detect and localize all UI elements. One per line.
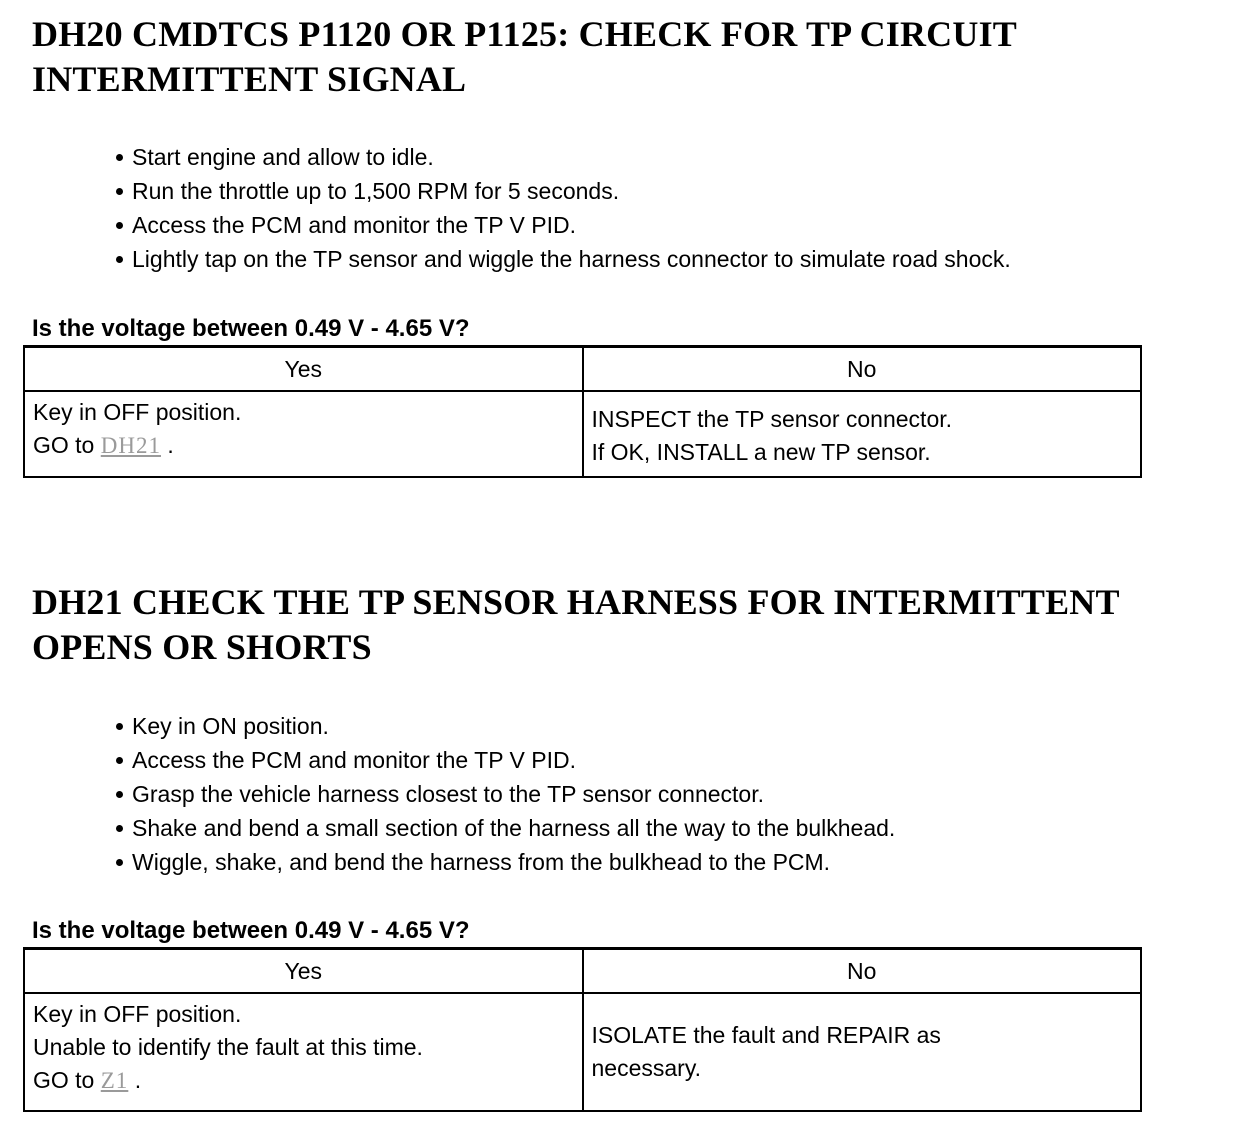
yes-cell	[24, 993, 583, 1111]
table-header-row	[24, 347, 1141, 392]
yes-line: Key in OFF position.	[33, 399, 242, 425]
bullet-icon	[116, 154, 123, 161]
list-item	[114, 743, 895, 777]
heading-line: INTERMITTENT SIGNAL	[32, 59, 467, 99]
section-heading	[32, 12, 1017, 102]
heading-line: DH20 CMDTCS P1120 OR P1125: CHECK FOR TP CIRCUIT	[32, 14, 1017, 54]
step-text: Access the PCM and monitor the TP V PID.	[132, 212, 577, 238]
table-header-row	[24, 949, 1141, 994]
no-header: No	[583, 347, 1142, 392]
list-item	[114, 777, 895, 811]
goto-prefix: GO to	[33, 1067, 95, 1093]
step-text: Access the PCM and monitor the TP V PID.	[132, 747, 577, 773]
goto-line	[33, 429, 574, 462]
no-line: necessary.	[591, 1055, 702, 1081]
decision-table	[23, 345, 1142, 478]
yes-header: Yes	[24, 347, 583, 392]
yes-cell	[24, 391, 583, 477]
bullet-icon	[116, 859, 123, 866]
question-text: Is the voltage between 0.49 V - 4.65 V?	[32, 917, 470, 944]
step-text: Key in ON position.	[132, 713, 329, 739]
heading-line: OPENS OR SHORTS	[32, 627, 372, 667]
no-header: No	[583, 949, 1142, 994]
list-item	[114, 174, 1011, 208]
yes-line: Unable to identify the fault at this time.	[33, 1034, 423, 1060]
step-text: Start engine and allow to idle.	[132, 144, 434, 170]
goto-z1-link[interactable]: Z1	[100, 1068, 129, 1093]
step-text: Wiggle, shake, and bend the harness from the bulkhead to the PCM.	[132, 849, 831, 875]
no-cell	[583, 391, 1142, 477]
bullet-icon	[116, 757, 123, 764]
list-item	[114, 709, 895, 743]
list-item	[114, 208, 1011, 242]
table-row	[24, 993, 1141, 1111]
list-item	[114, 242, 1011, 276]
step-list	[114, 709, 895, 879]
list-item	[114, 845, 895, 879]
no-line: If OK, INSTALL a new TP sensor.	[591, 439, 931, 465]
list-item	[114, 811, 895, 845]
no-line: INSPECT the TP sensor connector.	[591, 406, 953, 432]
goto-suffix: .	[167, 432, 174, 458]
bullet-icon	[116, 791, 123, 798]
yes-line: Key in OFF position.	[33, 1001, 242, 1027]
goto-line	[33, 1064, 574, 1097]
bullet-icon	[116, 188, 123, 195]
goto-dh21-link[interactable]: DH21	[100, 433, 161, 458]
step-text: Shake and bend a small section of the harness all the way to the bulkhead.	[132, 815, 896, 841]
step-text: Lightly tap on the TP sensor and wiggle the harness connector to simulate road shock.	[132, 246, 1011, 272]
section-heading	[32, 580, 1120, 670]
bullet-icon	[116, 222, 123, 229]
bullet-icon	[116, 723, 123, 730]
bullet-icon	[116, 256, 123, 263]
no-line: ISOLATE the fault and REPAIR as	[591, 1022, 941, 1048]
heading-line: DH21 CHECK THE TP SENSOR HARNESS FOR INTERMITTENT	[32, 582, 1120, 622]
goto-prefix: GO to	[33, 432, 95, 458]
step-text: Grasp the vehicle harness closest to the TP sensor connector.	[132, 781, 764, 807]
decision-table	[23, 947, 1142, 1112]
step-text: Run the throttle up to 1,500 RPM for 5 seconds.	[132, 178, 620, 204]
question-text: Is the voltage between 0.49 V - 4.65 V?	[32, 315, 470, 342]
list-item	[114, 140, 1011, 174]
yes-header: Yes	[24, 949, 583, 994]
goto-suffix: .	[134, 1067, 142, 1093]
table-row	[24, 391, 1141, 477]
bullet-icon	[116, 825, 123, 832]
step-list	[114, 140, 1011, 276]
no-cell	[583, 993, 1142, 1111]
